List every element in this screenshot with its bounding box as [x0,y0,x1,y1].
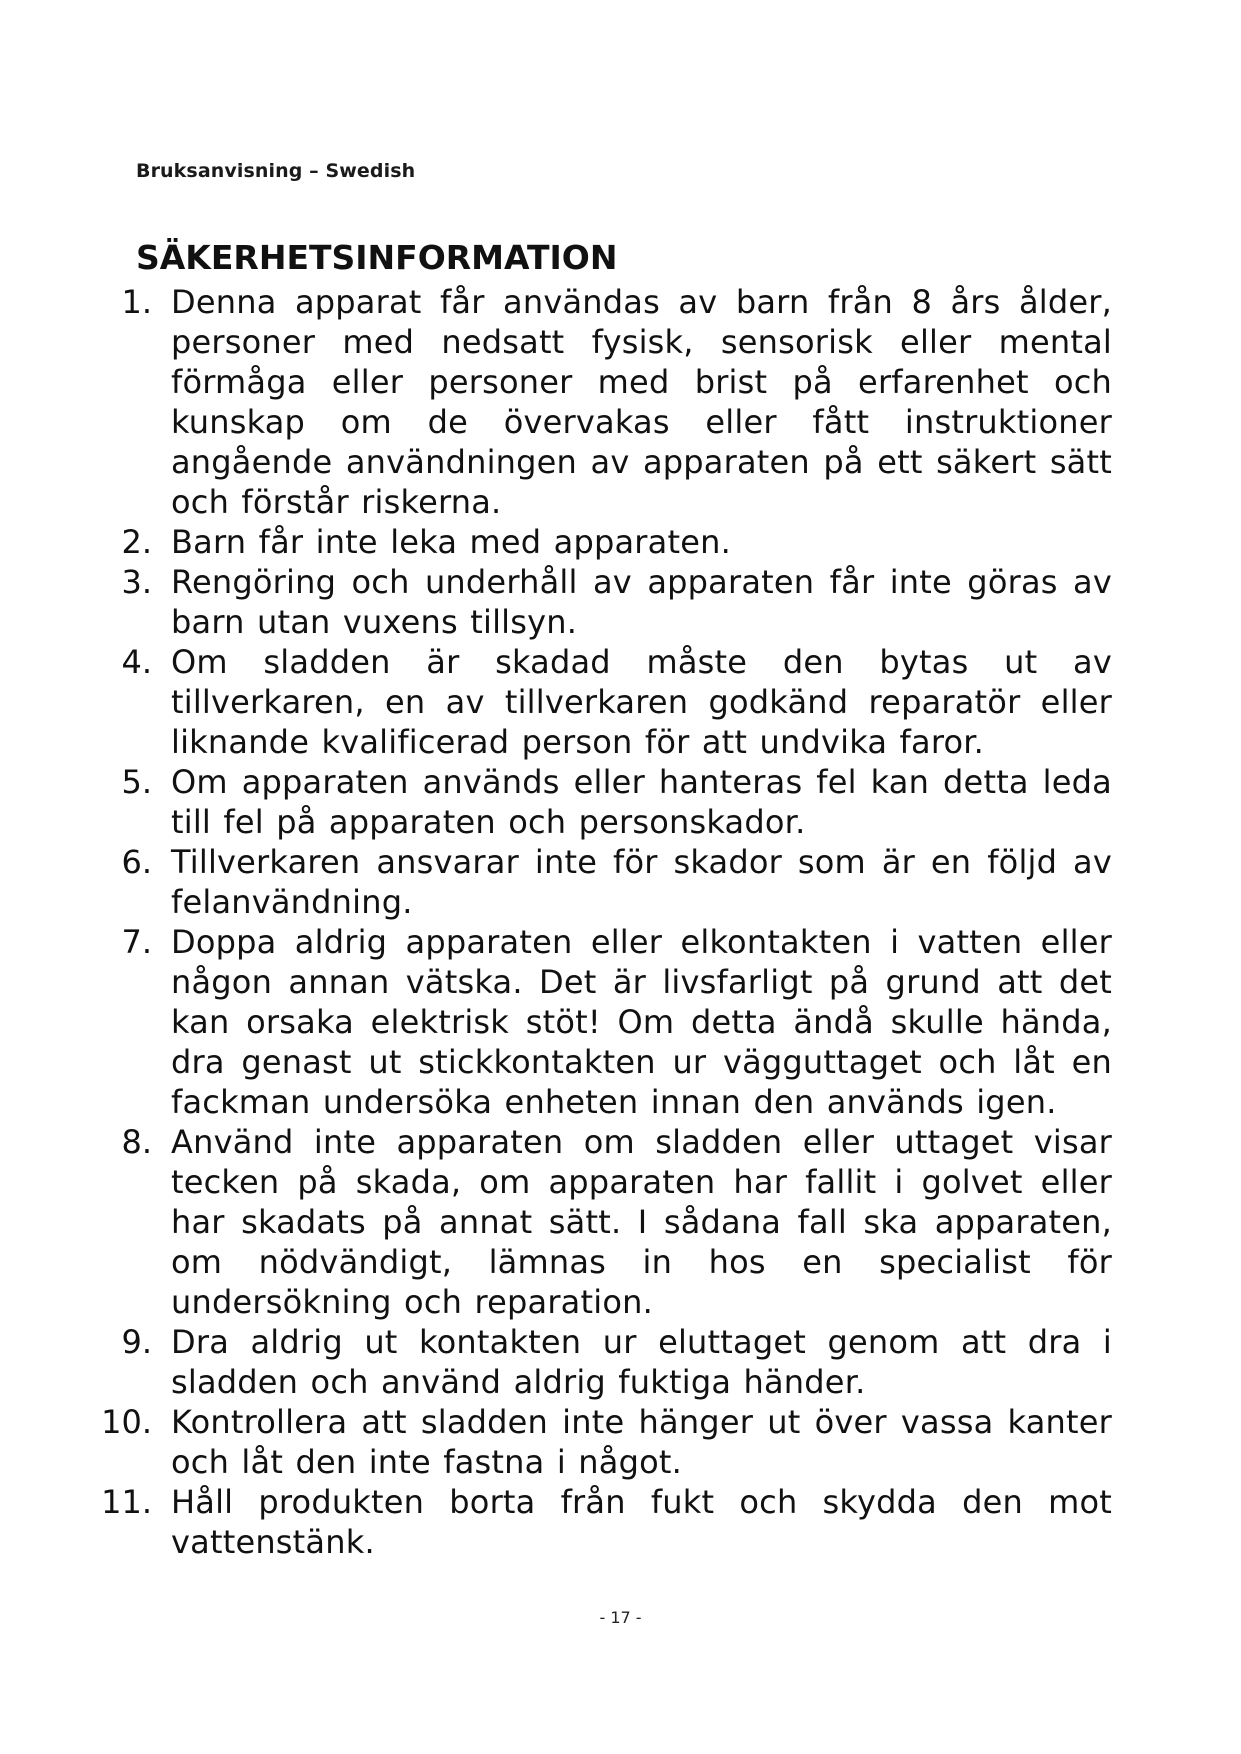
list-item [0,642,1241,762]
list-item-text: Håll produkten borta från fukt och skydda den mot vattenstänk. [171,1483,1112,1561]
list-item-number: 5. [121,763,152,801]
list-item [0,1322,1241,1402]
list-item-number: 11. [101,1483,152,1521]
list-item-text: Rengöring och underhåll av apparaten får inte göras av barn utan vuxens tillsyn. [171,563,1112,641]
list-item-number: 3. [121,563,152,601]
list-item [0,1482,1241,1562]
list-item-text: Barn får inte leka med apparaten. [171,523,731,561]
list-item-number: 6. [121,843,152,881]
list-item-text: Kontrollera att sladden inte hänger ut över vassa kanter och låt den inte fastna i något. [171,1403,1112,1481]
list-item [0,922,1241,1122]
list-item [0,1122,1241,1322]
list-item [0,282,1241,522]
list-item [0,562,1241,642]
list-item [0,1402,1241,1482]
document-header: Bruksanvisning – Swedish [136,160,416,182]
page-number: - 17 - [599,1608,642,1627]
list-item-number: 7. [121,923,152,961]
list-item-number: 9. [121,1323,152,1361]
list-item [0,762,1241,842]
list-item [0,842,1241,922]
list-item-number: 2. [121,523,152,561]
list-item-text: Om sladden är skadad måste den bytas ut av tillverkaren, en av tillverkaren godkänd reparatör eller liknande kvalificerad person för att undvika faror. [171,643,1112,761]
list-item-text: Doppa aldrig apparaten eller elkontakten i vatten eller någon annan vätska. Det är livsfarligt på grund att det kan orsaka elektrisk stöt! Om detta ändå skulle hända, dra genast ut stickkontakten ur vägguttaget och låt en fackman undersöka enheten innan den används igen. [171,923,1112,1121]
section-title: SÄKERHETSINFORMATION [136,238,618,277]
safety-list [0,282,1241,1562]
list-item-number: 1. [121,283,152,321]
list-item-text: Om apparaten används eller hanteras fel kan detta leda till fel på apparaten och personskador. [171,763,1112,841]
list-item-number: 10. [101,1403,152,1441]
list-item-text: Använd inte apparaten om sladden eller uttaget visar tecken på skada, om apparaten har fallit i golvet eller har skadats på annat sätt. I sådana fall ska apparaten, om nödvändigt, lämnas in hos en specialist för undersökning och reparation. [171,1123,1112,1321]
list-item-text: Tillverkaren ansvarar inte för skador som är en följd av felanvändning. [171,843,1112,921]
list-item-number: 8. [121,1123,152,1161]
list-item-number: 4. [121,643,152,681]
list-item-text: Dra aldrig ut kontakten ur eluttaget genom att dra i sladden och använd aldrig fuktiga händer. [171,1323,1112,1401]
list-item [0,522,1241,562]
list-item-text: Denna apparat får användas av barn från 8 års ålder, personer med nedsatt fysisk, sensorisk eller mental förmåga eller personer med brist på erfarenhet och kunskap om de övervakas eller fått instruktioner angående användningen av apparaten på ett säkert sätt och förstår riskerna. [171,283,1112,521]
